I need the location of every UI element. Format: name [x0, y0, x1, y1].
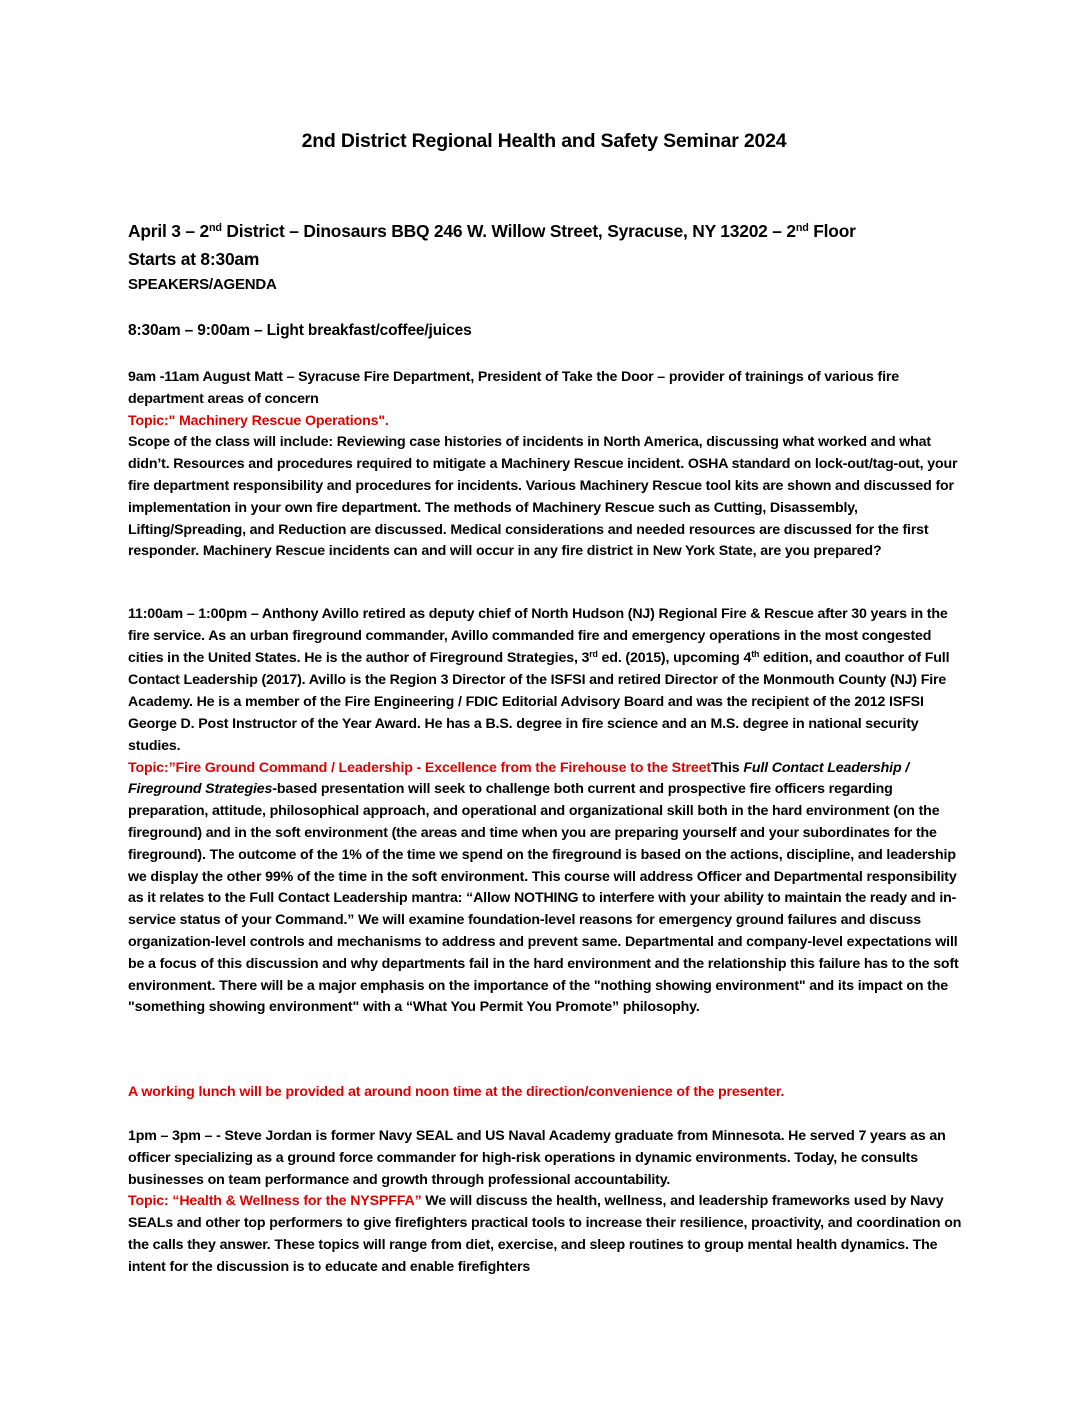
session-topic: Topic: “Health & Wellness for the NYSPFFA” — [128, 1193, 422, 1210]
session-intro: 9am -11am August Matt – Syracuse Fire Department, President of Take the Door – provider of trainings of various fire department areas of concern — [128, 369, 899, 407]
breakfast-item: 8:30am – 9:00am – Light breakfast/coffee/juices — [128, 322, 472, 339]
event-start-time: Starts at 8:30am — [128, 249, 260, 269]
session-topic: Topic:" Machinery Rescue Operations". — [128, 412, 389, 429]
session-description: Scope of the class will include: Reviewing case histories of incidents in North America, discussing what worked and what didn’t. Resources and procedures required to mitigate a Machinery Rescue incident. OSHA standard on lock-out/tag-out, your fire department responsibility and procedures for incidents. Various Machinery Rescue tool kits are shown and discussed for implementation in your own fire department. The methods of Machinery Rescue such as Cutting, Disassembly, Lifting/Spreading, and Reduction are discussed. Medical considerations and needed resources are discussed for the first responder. Machinery Rescue incidents can and will occur in any fire district in New York State, are you prepared? — [128, 434, 958, 560]
session-topic: Topic:”Fire Ground Command / Leadership - Excellence from the Firehouse to the Street — [128, 759, 711, 776]
session-description: Topic:”Fire Ground Command / Leadership - Excellence from the Firehouse to the StreetThis Full Contact Leadership / Fireground Strategies-based presentation will seek to challenge both current and prospective fire officers regarding preparation, attitude, philosophical approach, and operational and organizational skill both in the hard environment (on the fireground) and in the soft environment (the areas and time when you are preparing yourself and your subordinates for the fireground). The outcome of the 1% of the time we spend on the fireground is based on the actions, discipline, and leadership we display the other 99% of the time in the soft environment. This course will address Officer and Departmental responsibility as it relates to the Full Contact Leadership mantra: “Allow NOTHING to interfere with your ability to maintain the ready and in-service status of your Command.” We will examine foundation-level reasons for emergency ground failures and discuss organization-level controls and mechanisms to address and prevent same. Departmental and company-level expectations will be a focus of this discussion and why departments fail in the hard environment and the relationship this failure has to the soft environment. There will be a major emphasis on the importance of the "nothing showing environment" and its impact on the "something showing environment" with a “What You Permit You Promote” philosophy. — [128, 759, 959, 1016]
session-machinery-rescue — [128, 367, 964, 563]
document-title: 2nd District Regional Health and Safety Seminar 2024 — [301, 130, 787, 152]
session-health-wellness — [128, 1126, 964, 1279]
event-header — [128, 219, 964, 297]
session-intro: 11:00am – 1:00pm – Anthony Avillo retired as deputy chief of North Hudson (NJ) Regional Fire & Rescue after 30 years in the fire service. As an urban fireground commander, Avillo commanded fire and emergency operations in the most congested cities in the United States. He is the author of Fireground Strategies, 3rd ed. (2015), upcoming 4th edition, and coauthor of Full Contact Leadership (2017). Avillo is the Region 3 Director of the ISFSI and retired Director of the Monmouth County (NJ) Fire Academy. He is a member of the Fire Engineering / FDIC Editorial Advisory Board and was the recipient of the 2012 ISFSI George D. Post Instructor of the Year Award. He has a B.S. degree in fire science and an M.S. degree in national security studies. — [128, 606, 950, 754]
session-intro: 1pm – 3pm – - Steve Jordan is former Navy SEAL and US Naval Academy graduate from Minnesota. He served 7 years as an officer specializing as a ground force commander for high-risk operations in dynamic environments. Today, he consults businesses on team performance and growth through professional accountability. — [128, 1128, 946, 1188]
event-location-line: April 3 – 2nd District – Dinosaurs BBQ 246 W. Willow Street, Syracuse, NY 13202 – 2nd Floor — [128, 221, 856, 241]
agenda-heading: SPEAKERS/AGENDA — [128, 276, 277, 293]
lunch-note: A working lunch will be provided at around noon time at the direction/convenience of the presenter. — [128, 1084, 785, 1100]
session-fireground-command — [128, 604, 964, 1019]
session-description: Topic: “Health & Wellness for the NYSPFFA” We will discuss the health, wellness, and leadership frameworks used by Navy SEALs and other top performers to give firefighters practical tools to increase their resilience, proactivity, and coordination on the calls they answer. These topics will range from diet, exercise, and sleep routines to group mental health dynamics. The intent for the discussion is to educate and enable firefighters — [128, 1193, 962, 1275]
